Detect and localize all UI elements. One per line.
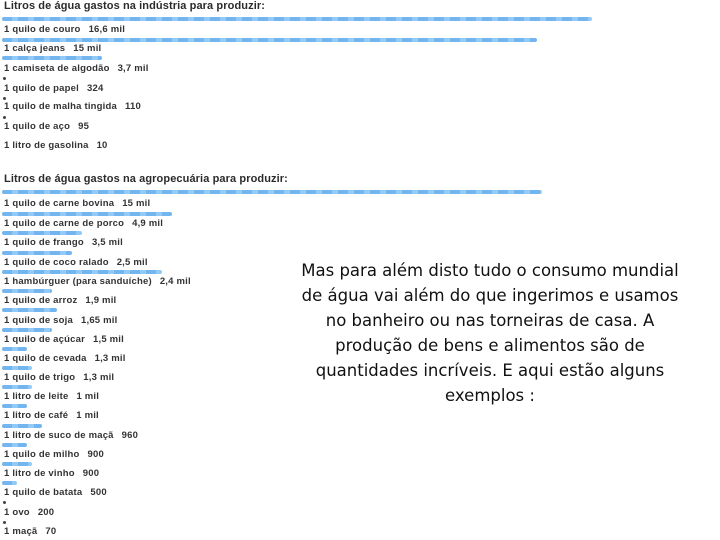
- agro-item: 1 litro de leite 1 mil: [4, 391, 100, 402]
- agro-item: 1 quilo de carne de porco 4,9 mil: [4, 218, 164, 229]
- highlight-stroke: [2, 366, 32, 370]
- agro-item: 1 quilo de carne bovina 15 mil: [4, 198, 151, 209]
- highlight-stroke: [2, 190, 542, 194]
- water-usage-list: [0, 0, 290, 540]
- highlight-stroke: [2, 231, 82, 235]
- highlight-stroke: [2, 328, 52, 332]
- agro-item: 1 litro de café 1 mil: [4, 410, 99, 421]
- industry-item: 1 quilo de couro 16,6 mil: [4, 24, 126, 35]
- agro-item: 1 quilo de frango 3,5 mil: [4, 237, 123, 248]
- agro-item: 1 quilo de açúcar 1,5 mil: [4, 334, 124, 345]
- highlight-stroke: [2, 212, 172, 216]
- industry-item: 1 quilo de malha tingida 110: [4, 101, 141, 112]
- industry-item: 1 camiseta de algodão 3,7 mil: [4, 63, 149, 74]
- agro-item: 1 quilo de milho 900: [4, 449, 104, 460]
- highlight-stroke: [2, 462, 32, 466]
- industry-item: 1 quilo de papel 324: [4, 83, 104, 94]
- agro-item: 1 quilo de coco ralado 2,5 mil: [4, 257, 148, 268]
- agro-item: 1 hambúrguer (para sanduíche) 2,4 mil: [4, 276, 191, 287]
- industry-item: 1 quilo de aço 95: [4, 121, 90, 132]
- highlight-stroke: [2, 56, 102, 60]
- industry-item: 1 litro de gasolina 10: [4, 140, 108, 151]
- agro-item: 1 quilo de cevada 1,3 mil: [4, 353, 126, 364]
- highlight-stroke: [2, 308, 57, 312]
- highlight-stroke: [2, 270, 162, 274]
- industry-heading: Litros de água gastos na indústria para produzir:: [4, 0, 265, 12]
- highlight-stroke: [2, 424, 42, 428]
- highlight-stroke: [2, 481, 17, 485]
- highlight-stroke: [2, 17, 592, 21]
- agro-heading: Litros de água gastos na agropecuária para produzir:: [4, 173, 288, 185]
- bullet-dot: [3, 501, 6, 504]
- highlight-stroke: [2, 251, 72, 255]
- bullet-dot: [3, 116, 6, 119]
- agro-item: 1 quilo de arroz 1,9 mil: [4, 295, 117, 306]
- highlight-stroke: [2, 443, 27, 447]
- agro-item: 1 maçã 70: [4, 526, 57, 537]
- bullet-dot: [3, 97, 6, 100]
- bullet-dot: [3, 77, 6, 80]
- highlight-stroke: [2, 385, 32, 389]
- highlight-stroke: [2, 38, 537, 42]
- agro-item: 1 quilo de soja 1,65 mil: [4, 315, 118, 326]
- agro-item: 1 litro de suco de maçã 960: [4, 430, 139, 441]
- highlight-stroke: [2, 289, 52, 293]
- highlight-stroke: [2, 347, 27, 351]
- intro-paragraph: Mas para além disto tudo o consumo mundial de água vai além do que ingerimos e usamos no banheiro ou nas torneiras de casa. A produção de bens e alimentos são de quantidades incríveis. E aqui estão alguns exemplos :: [301, 261, 679, 405]
- bullet-dot: [3, 521, 6, 524]
- agro-item: 1 quilo de trigo 1,3 mil: [4, 372, 115, 383]
- agro-item: 1 ovo 200: [4, 507, 55, 518]
- agro-item: 1 litro de vinho 900: [4, 468, 100, 479]
- industry-item: 1 calça jeans 15 mil: [4, 43, 102, 54]
- highlight-stroke: [2, 404, 27, 408]
- agro-item: 1 quilo de batata 500: [4, 487, 107, 498]
